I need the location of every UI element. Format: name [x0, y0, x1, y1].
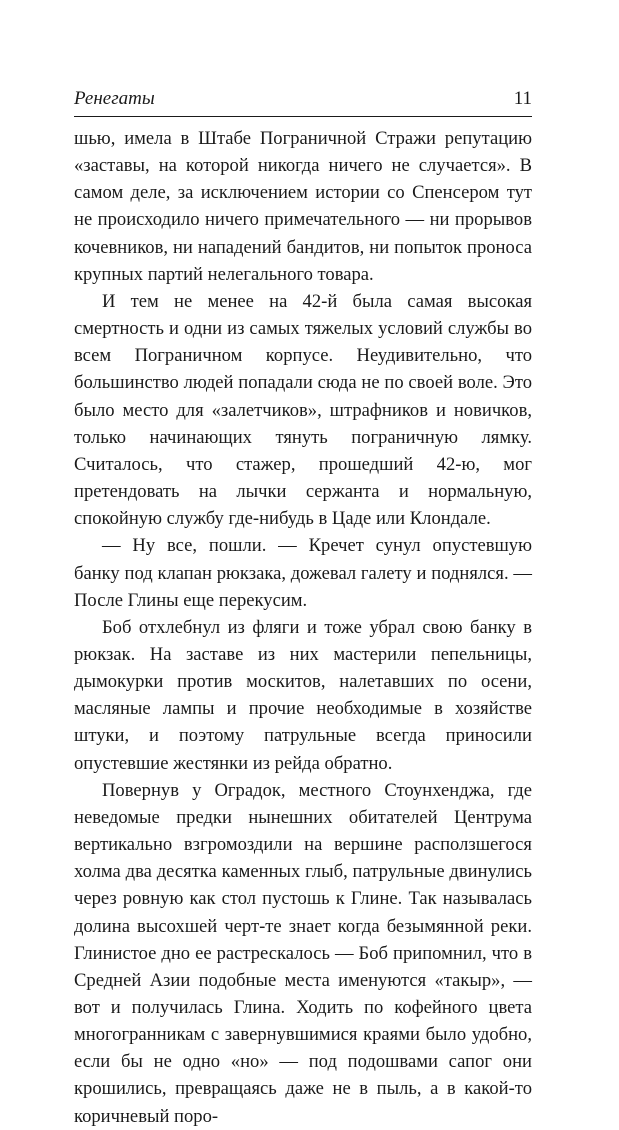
paragraph: шью, имела в Штабе Пограничной Стражи репутацию «заставы, на которой никогда ничего не случается». В самом деле, за исключением истории со Спенсером тут не происходило ничего примечательного — ни прорывов кочевников, ни нападений бандитов, ни попыток проноса крупных партий нелегального товара.	[74, 128, 532, 285]
page-number: 11	[513, 88, 532, 109]
body-text	[74, 125, 532, 1130]
book-page	[74, 88, 532, 1130]
paragraph: Боб отхлебнул из фляги и тоже убрал свою банку в рюкзак. На заставе из них мастерили пепельницы, дымокурки против москитов, налетавших по осени, масляные лампы и прочие необходимые в хозяйстве штуки, и поэтому патрульные всегда приносили опустевшие жестянки из рейда обратно.	[74, 616, 532, 774]
paragraph: И тем не менее на 42-й была самая высокая смертность и одни из самых тяжелых условий службы во всем Пограничном корпусе. Неудивительно, что большинство людей попадали сюда не по своей воле. Это было место для «залетчиков», штрафников и новичков, только начинающих тянуть пограничную лямку. Считалось, что стажер, прошедший 42-ю, мог претендовать на лычки сержанта и нормальную, спокойную службу где-нибудь в Цаде или Клондале.	[74, 290, 532, 530]
paragraph: Повернув у Оградок, местного Стоунхенджа, где неведомые предки нынешних обитателей Центрума вертикально взгромоздили на вершине расползшегося холма два десятка каменных глыб, патрульные двинулись через ровную как стол пустошь к Глине. Так называлась долина высохшей черт-те знает когда безымянной реки. Глинистое дно ее растрескалось — Боб припомнил, что в Средней Азии подобные места именуются «такыр», — вот и получилась Глина. Ходить по кофейного цвета многогранникам с завернувшимися краями было удобно, если бы не одно «но» — под подошвами сапог они крошились, превращаясь даже не в пыль, а в какой-то коричневый поро-	[74, 779, 532, 1127]
running-header	[74, 88, 532, 117]
running-title: Ренегаты	[74, 88, 155, 109]
paragraph: — Ну все, пошли. — Кречет сунул опустевшую банку под клапан рюкзака, дожевал галету и поднялся. — После Глины еще перекусим.	[74, 535, 532, 611]
